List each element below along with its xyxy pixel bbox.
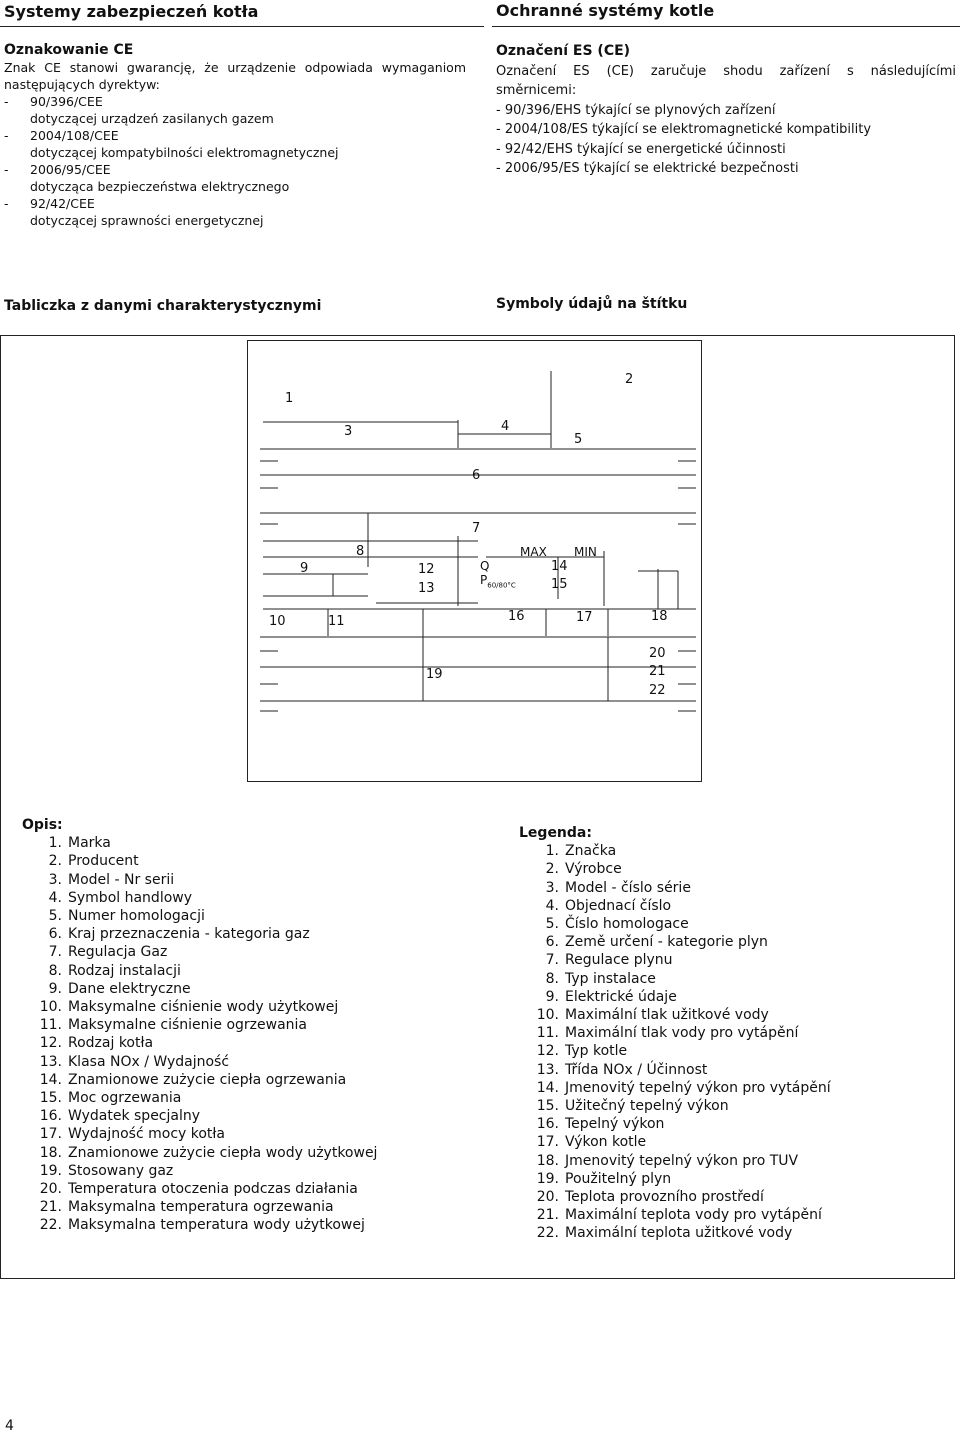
- legend-pl-item-number: 16.: [39, 1108, 62, 1125]
- legend-pl-item: [22, 871, 377, 889]
- legend-pl-item-number: 6.: [48, 926, 62, 943]
- legend-pl-item: [22, 1198, 377, 1216]
- legend-pl-item: [22, 1053, 377, 1071]
- directive-code: 92/42/CEE: [30, 196, 95, 211]
- directive-description: dotyczącej urządzeń zasilanych gazem: [30, 111, 274, 126]
- legend-pl-item-text: Rodzaj instalacji: [68, 962, 181, 979]
- legend-cz-item: [519, 1061, 831, 1079]
- section-title-pl: Tabliczka z danymi charakterystycznymi: [4, 298, 322, 314]
- directive-pl-item: [4, 127, 466, 144]
- plate-field-7: 7: [472, 521, 481, 536]
- directive-pl-item: [4, 161, 466, 178]
- directive-pl-item: [4, 195, 466, 212]
- legend-cz-item-number: 15.: [536, 1098, 559, 1115]
- legend-cz-item: [519, 951, 831, 969]
- plate-field-19: 19: [426, 667, 443, 682]
- legend-pl-item-number: 2.: [48, 853, 62, 870]
- legend-cz-item-number: 2.: [545, 861, 559, 878]
- legend-cz-item-text: Země určení - kategorie plyn: [565, 934, 768, 951]
- directive-code: 2006/95/CEE: [30, 162, 111, 177]
- legend-cz-item-number: 8.: [545, 970, 559, 987]
- legend-pl-item-number: 8.: [48, 962, 62, 979]
- legend-pl-item-text: Znamionowe zużycie ciepła wody użytkowej: [68, 1144, 378, 1161]
- legend-cz-item: [519, 842, 831, 860]
- legend-cz-item-number: 6.: [545, 934, 559, 951]
- legend-pl-item-text: Wydatek specjalny: [68, 1108, 201, 1125]
- legend-pl-item-text: Regulacja Gaz: [68, 944, 168, 961]
- legend-cz-item-number: 11.: [536, 1025, 559, 1042]
- legend-cz-item: [519, 1170, 831, 1188]
- legend-cz-item: [519, 1006, 831, 1024]
- plate-label-q: Q: [480, 559, 490, 573]
- plate-field-12: 12: [418, 562, 435, 577]
- legend-pl-item-number: 1.: [48, 835, 62, 852]
- legend-cz-item-number: 4.: [545, 897, 559, 914]
- plate-field-20: 20: [649, 646, 666, 661]
- legend-cz-item: [519, 970, 831, 988]
- legend-cz-item-text: Jmenovitý tepelný výkon pro TUV: [565, 1152, 799, 1169]
- plate-field-3: 3: [344, 424, 353, 439]
- plate-field-8: 8: [356, 544, 365, 559]
- legend-pl-item-number: 11.: [39, 1017, 62, 1034]
- legend-cz-item: [519, 897, 831, 915]
- legend-list-pl: [22, 834, 377, 1234]
- legend-pl-item-text: Producent: [68, 853, 139, 870]
- legend-cz-item-text: Regulace plynu: [565, 952, 673, 969]
- legend-pl-item-text: Maksymalne ciśnienie ogrzewania: [68, 1017, 308, 1034]
- legend-cz-item-number: 1.: [545, 843, 559, 860]
- legend-pl-item: [22, 834, 377, 852]
- legend-cz: [519, 824, 831, 1243]
- legend-pl-item-number: 4.: [48, 889, 62, 906]
- ce-intro-cz-line1: Označení ES (CE) zaručuje shodu zařízení s následujícími: [496, 63, 956, 79]
- legend-cz-item-text: Tepelný výkon: [565, 1116, 665, 1133]
- legend-pl-item: [22, 1144, 377, 1162]
- legend-pl-item-number: 15.: [39, 1090, 62, 1107]
- legend-pl: [22, 816, 377, 1235]
- legend-pl-item-text: Maksymalna temperatura ogrzewania: [68, 1199, 334, 1216]
- legend-pl-item-number: 12.: [39, 1035, 62, 1052]
- legend-cz-item-number: 9.: [545, 988, 559, 1005]
- legend-cz-item-number: 3.: [545, 879, 559, 896]
- ce-title-cz: Označení ES (CE): [496, 43, 631, 59]
- legend-pl-item-text: Maksymalna temperatura wody użytkowej: [68, 1217, 365, 1234]
- legend-cz-item: [519, 915, 831, 933]
- directive-code: 90/396/CEE: [30, 94, 103, 109]
- legend-pl-item-text: Numer homologacji: [68, 908, 205, 925]
- legend-pl-item-number: 20.: [39, 1181, 62, 1198]
- directive-cz-item: - 2006/95/ES týkající se elektrické bezpečnosti: [496, 161, 799, 176]
- ce-section-cz: [496, 42, 956, 179]
- legend-title-pl: Opis:: [22, 817, 63, 833]
- legend-cz-item-number: 10.: [536, 1007, 559, 1024]
- legend-cz-item-text: Použitelný plyn: [565, 1170, 672, 1187]
- legend-pl-item: [22, 1034, 377, 1052]
- bullet-dash: -: [4, 196, 9, 211]
- legend-pl-item: [22, 998, 377, 1016]
- legend-cz-item-text: Objednací číslo: [565, 897, 672, 914]
- legend-cz-item-number: 19.: [536, 1170, 559, 1187]
- data-plate-diagram: [247, 340, 702, 782]
- directive-cz-item: - 92/42/EHS týkající se energetické účinnosti: [496, 141, 786, 157]
- legend-pl-item: [22, 1016, 377, 1034]
- legend-pl-item-text: Marka: [68, 835, 111, 852]
- directive-description: dotyczącej kompatybilności elektromagnetycznej: [30, 145, 339, 160]
- plate-field-6: 6: [472, 468, 481, 483]
- legend-pl-item-text: Symbol handlowy: [68, 889, 193, 906]
- legend-pl-item-number: 5.: [48, 908, 62, 925]
- legend-cz-item-text: Maximální teplota vody pro vytápění: [565, 1207, 822, 1224]
- legend-cz-item-text: Typ instalace: [565, 970, 656, 987]
- legend-pl-item: [22, 852, 377, 870]
- legend-pl-item: [22, 1162, 377, 1180]
- legend-pl-item: [22, 907, 377, 925]
- plate-field-18: 18: [651, 609, 668, 624]
- legend-pl-item-number: 22.: [39, 1217, 62, 1234]
- plate-field-9: 9: [300, 561, 309, 576]
- legend-cz-item-number: 22.: [536, 1225, 559, 1242]
- legend-cz-item: [519, 1133, 831, 1151]
- plate-field-4: 4: [501, 419, 510, 434]
- legend-cz-item-text: Jmenovitý tepelný výkon pro vytápění: [565, 1079, 831, 1096]
- directive-cz-item: - 90/396/EHS týkající se plynových zařízení: [496, 102, 776, 118]
- legend-pl-item: [22, 889, 377, 907]
- legend-pl-item-text: Dane elektryczne: [68, 980, 191, 997]
- legend-cz-item-text: Třída NOx / Účinnost: [565, 1061, 708, 1078]
- plate-label-max: MAX: [520, 545, 547, 559]
- legend-pl-item-text: Kraj przeznaczenia - kategoria gaz: [68, 926, 310, 943]
- legend-cz-item-text: Maximální tlak užitkové vody: [565, 1007, 769, 1024]
- legend-cz-item: [519, 1188, 831, 1206]
- legend-pl-item-text: Maksymalne ciśnienie wody użytkowej: [68, 999, 339, 1016]
- legend-cz-item-text: Model - číslo série: [565, 879, 691, 896]
- legend-pl-item-text: Rodzaj kotła: [68, 1035, 154, 1052]
- legend-pl-item-text: Stosowany gaz: [68, 1162, 174, 1179]
- directive-description: dotycząca bezpieczeństwa elektrycznego: [30, 179, 290, 194]
- legend-cz-item-text: Teplota provozního prostředí: [565, 1189, 764, 1206]
- legend-pl-item-text: Model - Nr serii: [68, 871, 175, 888]
- plate-field-1: 1: [285, 391, 294, 406]
- plate-field-13: 13: [418, 581, 435, 596]
- legend-cz-item: [519, 1206, 831, 1224]
- legend-cz-item-number: 17.: [536, 1134, 559, 1151]
- legend-cz-item: [519, 1152, 831, 1170]
- directive-pl-item: [4, 93, 466, 110]
- ce-directives-pl: [4, 93, 466, 229]
- legend-cz-item-text: Výkon kotle: [565, 1134, 647, 1151]
- ce-section-pl: [4, 42, 466, 229]
- legend-pl-item-number: 7.: [48, 944, 62, 961]
- plate-field-11: 11: [328, 614, 345, 629]
- legend-cz-item-number: 13.: [536, 1061, 559, 1078]
- legend-cz-item: [519, 879, 831, 897]
- ce-directives-cz: [496, 101, 956, 179]
- legend-cz-item-number: 16.: [536, 1116, 559, 1133]
- legend-pl-item-number: 19.: [39, 1162, 62, 1179]
- page-number: 4: [5, 1418, 14, 1434]
- legend-cz-item: [519, 860, 831, 878]
- legend-pl-item: [22, 962, 377, 980]
- legend-pl-item: [22, 1125, 377, 1143]
- legend-list-cz: [519, 842, 831, 1242]
- legend-cz-item: [519, 1079, 831, 1097]
- legend-cz-item-text: Značka: [565, 843, 617, 860]
- legend-cz-item-text: Číslo homologace: [565, 916, 689, 933]
- ce-intro-pl-line2: następujących dyrektyw:: [4, 77, 160, 92]
- legend-pl-item: [22, 1180, 377, 1198]
- page-title-pl: Systemy zabezpieczeń kotła: [4, 2, 259, 21]
- plate-field-2: 2: [625, 372, 634, 387]
- directive-code: 2004/108/CEE: [30, 128, 119, 143]
- plate-field-15: 15: [551, 577, 568, 592]
- plate-lines: [248, 341, 703, 783]
- legend-cz-item-number: 12.: [536, 1043, 559, 1060]
- legend-cz-item-text: Maximální tlak vody pro vytápění: [565, 1025, 799, 1042]
- page-title-cz: Ochranné systémy kotle: [496, 1, 715, 20]
- plate-field-16: 16: [508, 609, 525, 624]
- legend-cz-item-text: Užitečný tepelný výkon: [565, 1098, 729, 1115]
- legend-cz-item-number: 5.: [545, 916, 559, 933]
- legend-pl-item-text: Moc ogrzewania: [68, 1090, 182, 1107]
- legend-cz-item: [519, 933, 831, 951]
- bullet-dash: -: [4, 162, 9, 177]
- legend-pl-item-number: 14.: [39, 1071, 62, 1088]
- bullet-dash: -: [4, 94, 9, 109]
- legend-pl-item: [22, 1107, 377, 1125]
- legend-cz-item: [519, 1224, 831, 1242]
- plate-field-17: 17: [576, 610, 593, 625]
- legend-title-cz: Legenda:: [519, 825, 592, 841]
- plate-field-22: 22: [649, 683, 666, 698]
- bullet-dash: -: [4, 128, 9, 143]
- plate-field-14: 14: [551, 559, 568, 574]
- legend-cz-item-text: Maximální teplota užitkové vody: [565, 1225, 793, 1242]
- ce-intro-cz-line2: směrnicemi:: [496, 83, 577, 98]
- legend-pl-item-number: 13.: [39, 1053, 62, 1070]
- legend-pl-item-number: 21.: [39, 1199, 62, 1216]
- legend-pl-item-number: 17.: [39, 1126, 62, 1143]
- legend-cz-item: [519, 988, 831, 1006]
- legend-cz-item-number: 21.: [536, 1207, 559, 1224]
- legend-pl-item-text: Klasa NOx / Wydajność: [68, 1053, 230, 1070]
- header-rule-right: [492, 26, 960, 27]
- ce-title-pl: Oznakowanie CE: [4, 42, 134, 58]
- legend-pl-item-number: 9.: [48, 980, 62, 997]
- legend-cz-item: [519, 1024, 831, 1042]
- plate-label-min: MIN: [574, 545, 597, 559]
- legend-cz-item: [519, 1115, 831, 1133]
- legend-cz-item-text: Typ kotle: [565, 1043, 628, 1060]
- section-title-cz: Symboly údajů na štítku: [496, 296, 688, 312]
- legend-pl-item: [22, 1089, 377, 1107]
- legend-pl-item-number: 3.: [48, 871, 62, 888]
- plate-field-10: 10: [269, 614, 286, 629]
- legend-pl-item-number: 18.: [39, 1144, 62, 1161]
- legend-pl-item: [22, 980, 377, 998]
- plate-field-21: 21: [649, 664, 666, 679]
- plate-field-5: 5: [574, 432, 583, 447]
- legend-cz-item: [519, 1042, 831, 1060]
- directive-description: dotyczącej sprawności energetycznej: [30, 213, 264, 228]
- legend-pl-item-text: Temperatura otoczenia podczas działania: [68, 1181, 358, 1198]
- legend-cz-item-text: Výrobce: [565, 861, 622, 878]
- legend-pl-item: [22, 1216, 377, 1234]
- legend-cz-item-number: 7.: [545, 952, 559, 969]
- legend-pl-item-text: Wydajność mocy kotła: [68, 1126, 225, 1143]
- legend-pl-item: [22, 1071, 377, 1089]
- legend-pl-item: [22, 943, 377, 961]
- legend-cz-item: [519, 1097, 831, 1115]
- legend-cz-item-number: 18.: [536, 1152, 559, 1169]
- legend-cz-item-text: Elektrické údaje: [565, 988, 677, 1005]
- legend-pl-item-text: Znamionowe zużycie ciepła ogrzewania: [68, 1071, 347, 1088]
- ce-intro-pl-line1: Znak CE stanowi gwarancję, że urządzenie odpowiada wymaganiom: [4, 60, 466, 75]
- directive-cz-item: - 2004/108/ES týkající se elektromagnetické kompatibility: [496, 122, 872, 137]
- plate-label-p: $P_{60/80^\circ C}$: [480, 573, 516, 590]
- legend-cz-item-number: 20.: [536, 1189, 559, 1206]
- header-rule-left: [0, 26, 484, 27]
- legend-cz-item-number: 14.: [536, 1079, 559, 1096]
- legend-pl-item: [22, 925, 377, 943]
- legend-pl-item-number: 10.: [39, 999, 62, 1016]
